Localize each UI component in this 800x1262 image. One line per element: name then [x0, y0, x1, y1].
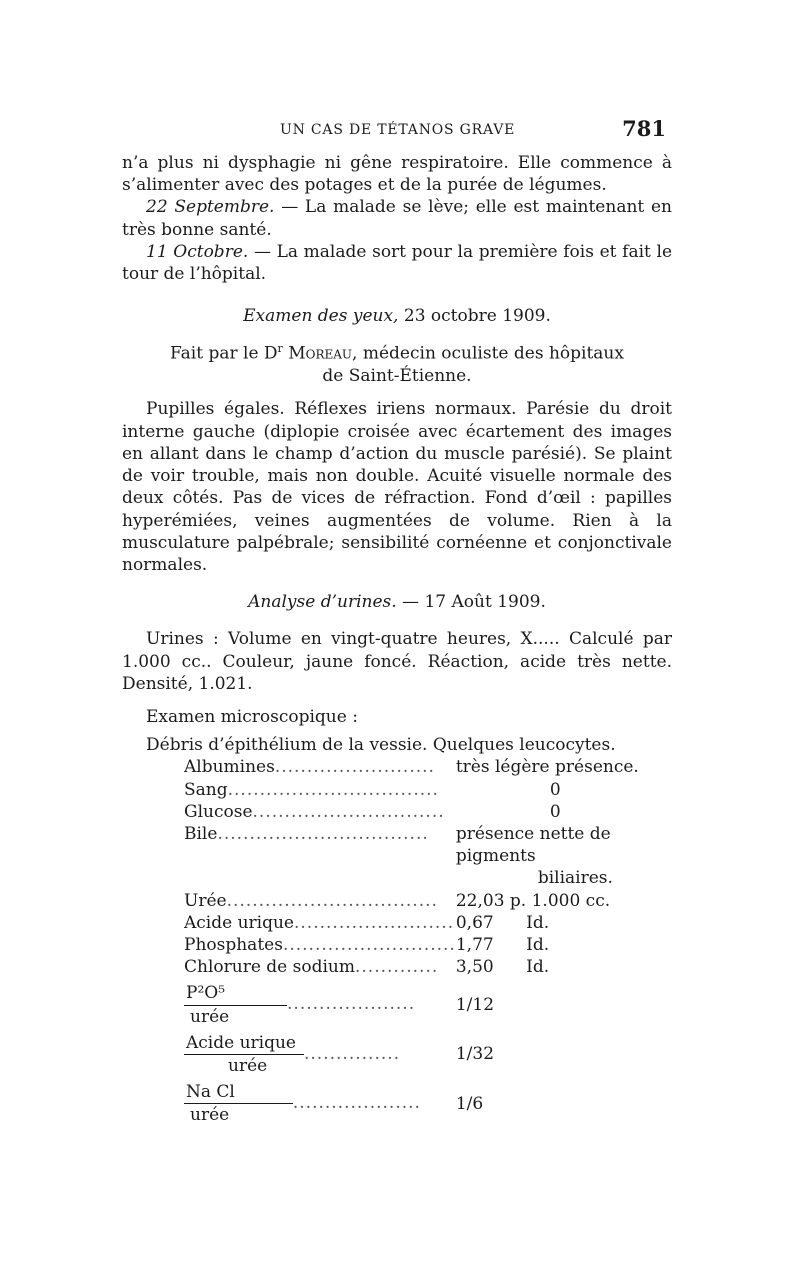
ratio-numerator: Acide urique — [184, 1032, 304, 1055]
entry-date: 11 Octobre. — [146, 241, 249, 262]
table-row: Phosphates........................... 1,77 Id. — [184, 934, 668, 956]
page-body — [122, 152, 672, 1127]
ratio-denominator: urée — [190, 1006, 230, 1027]
table-row: $\frac{\text{P²O⁵}}{\text{urée}}$ .................... 1/12 — [184, 978, 668, 1027]
entry-text: — La malade sort pour la première fois et fait le tour de l’hôpital. — [122, 241, 672, 285]
lab-value: 0 — [549, 779, 561, 800]
lab-value: 3,50 Id. — [455, 957, 550, 978]
lab-value: très légère présence. — [455, 757, 639, 778]
eye-exam-text: Pupilles égales. Réflexes iriens normaux. Parésie du droit interne gauche (diplopie croisée avec écartement des images en allant dans le champ d’action du muscle parésié). Se plaint de voir trouble, mais non double. Acuité visuelle normale des deux côtés. Pas de vices de réfraction. Fond d’œil : papilles hyperémiées, veines augmentées de volume. Rien à la musculature palpébrale; sensibilité cornéenne et conjonctivale normales. — [122, 399, 672, 575]
urine-analysis-text: Urines : Volume en vingt-quatre heures, X..... Calculé par 1.000 cc.. Couleur, jaune foncé. Réaction, acide très nette. Densité, 1.021. — [122, 629, 672, 694]
entry-date: 22 Septembre. — [146, 197, 275, 218]
author-prefix: Fait par le D — [170, 344, 278, 365]
author-title-sup: r — [277, 342, 283, 356]
lab-value: 22,03 p. 1.000 cc. — [455, 890, 611, 911]
lab-value-continued: biliaires. — [537, 868, 613, 889]
lab-name: Bile — [184, 823, 218, 844]
lab-name: Sang — [184, 779, 228, 800]
entry-11-october — [122, 241, 672, 285]
paragraph-dysphagia: n’a plus ni dysphagie ni gêne respiratoire. Elle commence à s’alimenter avec des potages et de la purée de légumes. — [122, 153, 672, 196]
ratio-value: 1/32 — [455, 1044, 495, 1065]
eye-exam-author — [122, 338, 672, 365]
urine-analysis-heading — [122, 591, 672, 613]
lab-name: Albumines — [184, 757, 275, 778]
table-row: $\frac{\text{Na Cl}}{\text{urée}}$ .................... 1/6 — [184, 1077, 668, 1126]
microscopic-exam-label: Examen microscopique : — [146, 706, 358, 727]
lab-value: 0 — [549, 801, 561, 822]
table-row: Albumines......................... très légère présence. — [184, 756, 668, 778]
page-number: 781 — [622, 116, 666, 141]
page-header — [122, 116, 672, 146]
ratio-fraction — [184, 1032, 304, 1077]
entry-text: — La malade se lève; elle est maintenant en très bonne santé. — [122, 197, 672, 240]
lab-results-table — [184, 756, 668, 1126]
ratio-denominator: urée — [190, 1105, 230, 1126]
author-suffix: médecin oculiste des hôpitaux — [357, 344, 624, 365]
ratio-numerator: Na Cl — [184, 1081, 293, 1104]
eye-exam-author-location: de Saint-Étienne. — [322, 366, 472, 387]
lab-name: Acide urique — [184, 912, 294, 933]
eye-exam-date: 23 octobre 1909. — [398, 306, 551, 327]
ratio-denominator: urée — [228, 1055, 268, 1076]
lab-name: Phosphates — [184, 934, 283, 955]
table-row: Sang................................. 0 — [184, 779, 668, 801]
table-row: $\frac{\text{Acide urique}}{\text{urée}}$ ............... 1/32 — [184, 1028, 668, 1077]
urine-analysis-date: — 17 Août 1909. — [396, 592, 546, 613]
lab-name: Glucose — [184, 801, 253, 822]
eye-exam-heading — [122, 305, 672, 327]
entry-22-september — [122, 196, 672, 240]
table-row: Acide urique......................... 0,67 Id. — [184, 912, 668, 934]
lab-name: Urée — [184, 890, 227, 911]
lab-name: Chlorure de sodium — [184, 957, 355, 978]
ratio-value: 1/12 — [455, 994, 495, 1015]
ratio-fraction — [184, 982, 287, 1027]
ratio-fraction — [184, 1081, 293, 1126]
ratio-value: 1/6 — [455, 1093, 484, 1114]
ratio-numerator: P²O⁵ — [184, 982, 287, 1005]
lab-value: 0,67 Id. — [455, 912, 550, 933]
lab-value: présence nette de pigments — [455, 823, 611, 867]
table-row: Bile................................. présence nette de pigments biliaires. — [184, 823, 668, 890]
microscopic-exam-text: Débris d’épithélium de la vessie. Quelques leucocytes. — [146, 735, 616, 756]
author-name: Moreau, — [282, 344, 358, 365]
eye-exam-title: Examen des yeux, — [243, 306, 399, 327]
urine-analysis-title: Analyse d’urines. — [248, 592, 397, 613]
running-title: UN CAS DE TÉTANOS GRAVE — [280, 122, 516, 138]
table-row: Chlorure de sodium............. 3,50 Id. — [184, 956, 668, 978]
table-row: Glucose.............................. 0 — [184, 801, 668, 823]
table-row: Urée................................. 22,03 p. 1.000 cc. — [184, 890, 668, 912]
lab-value: 1,77 Id. — [455, 934, 550, 955]
